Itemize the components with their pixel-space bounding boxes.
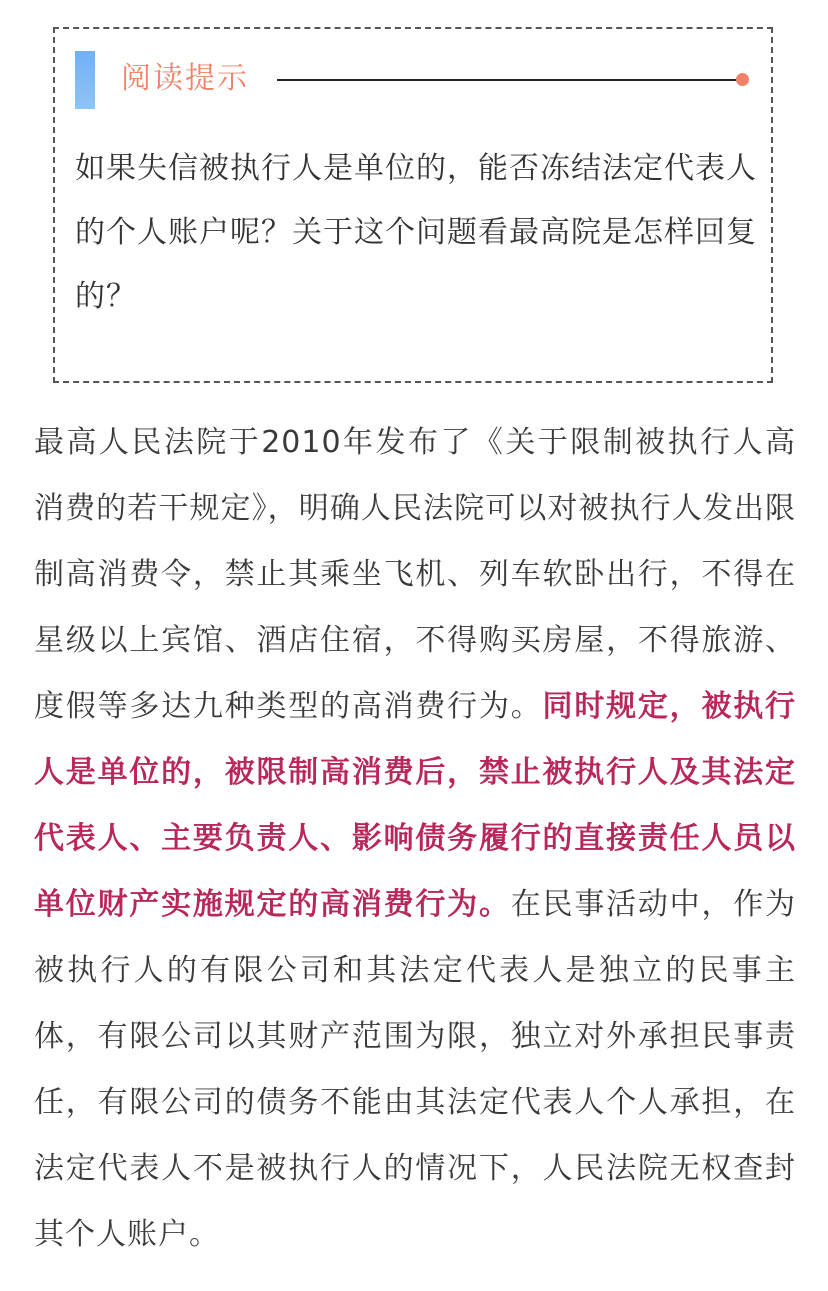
article-text-part1: 最高人民法院于2010年发布了《关于限制被执行人高消费的若干规定》，明确人民法院可以对被执行人发出限制高消费令，禁止其乘坐飞机、列车软卧出行，不得在星级以上宾馆、酒店住宿，不得购买房屋，不得旅游、度假等多达九种类型的高消费行为。 bbox=[34, 425, 796, 724]
tip-title: 阅读提示 bbox=[121, 61, 249, 96]
article-body bbox=[34, 410, 796, 1268]
tip-divider-line bbox=[277, 79, 741, 81]
article-text-part2: 在民事活动中，作为被执行人的有限公司和其法定代表人是独立的民事主体，有限公司以其财产范围为限，独立对外承担民事责任，有限公司的债务不能由其法定代表人个人承担，在法定代表人不是被执行人的情况下，人民法院无权查封其个人账户。 bbox=[34, 887, 797, 1252]
tip-dot-icon bbox=[736, 73, 749, 86]
tip-text: 如果失信被执行人是单位的，能否冻结法定代表人的个人账户呢？关于这个问题看最高院是怎样回复的？ bbox=[75, 151, 757, 314]
tip-accent-bar bbox=[75, 51, 95, 109]
reading-tip-box bbox=[53, 27, 773, 383]
article-highlight: 同时规定，被执行人是单位的，被限制高消费后，禁止被执行人及其法定代表人、主要负责人、影响债务履行的直接责任人员以单位财产实施规定的高消费行为。 bbox=[34, 689, 797, 922]
